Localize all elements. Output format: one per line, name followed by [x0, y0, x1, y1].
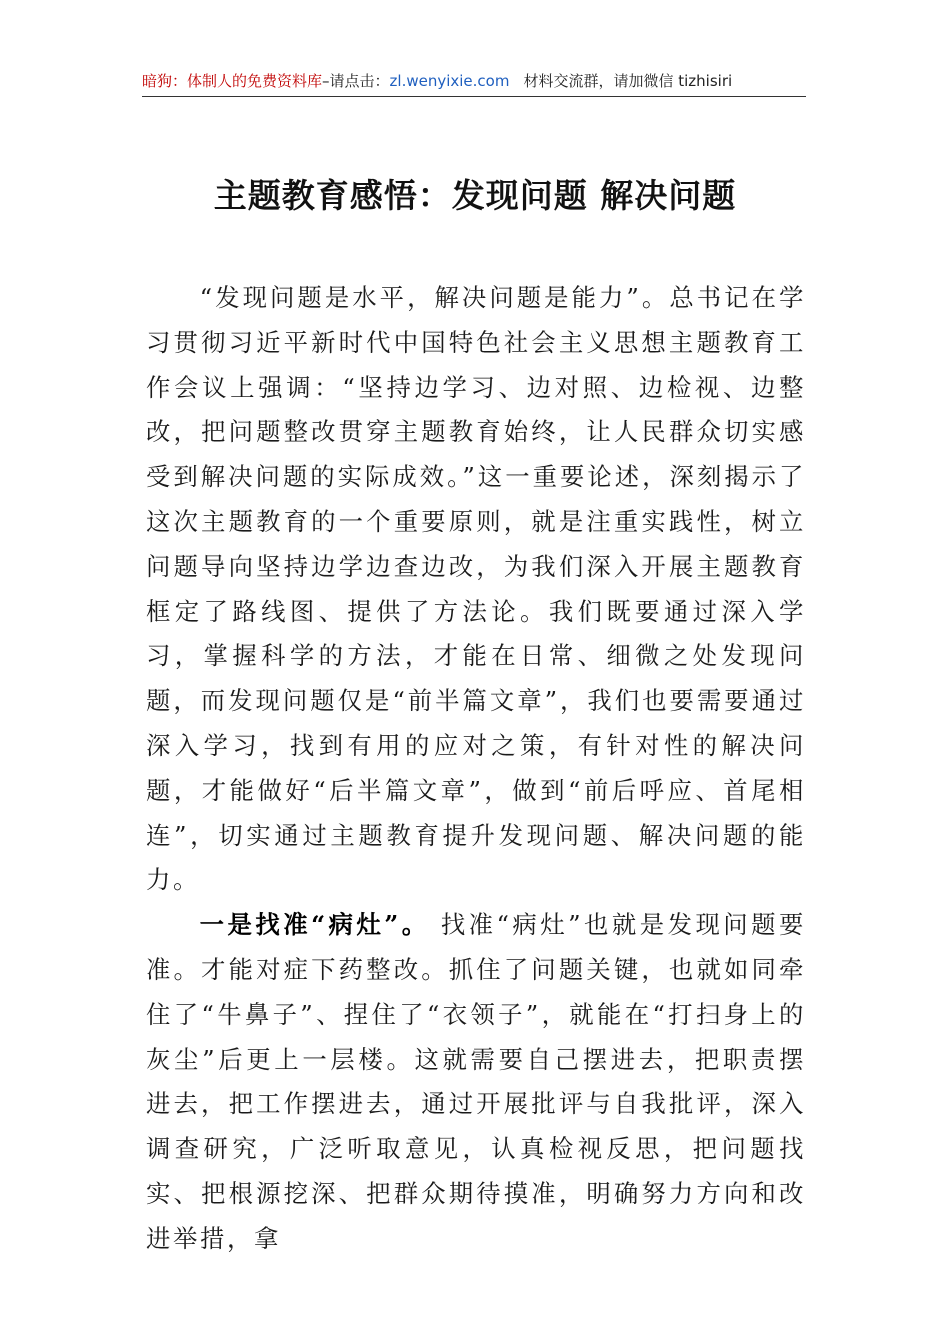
paragraph-text: 找准“病灶”也就是发现问题要准。才能对症下药整改。抓住了问题关键，也就如同牵住了“牛鼻子”、捏住了“衣领子”，就能在“打扫身上的灰尘”后更上一层楼。这就需要自己摆进去，把职责摆进去，把工作摆进去，通过开展批评与自我批评，深入调查研究，广泛听取意见，认真检视反思，把问题找实、把根源挖深、把群众期待摸准，明确努力方向和改进举措，拿: [146, 910, 806, 1253]
document-body: [146, 276, 806, 1262]
document-title: 主题教育感悟：发现问题 解决问题: [213, 176, 737, 215]
header-contact: 材料交流群，请加微信 tizhisiri: [523, 72, 733, 90]
paragraph-text: “发现问题是水平，解决问题是能力”。总书记在学习贯彻习近平新时代中国特色社会主义思想主题教育工作会议上强调：“坚持边学习、边对照、边检视、边整改，把问题整改贯穿主题教育始终，让人民群众切实感受到解决问题的实际成效。”这一重要论述，深刻揭示了这次主题教育的一个重要原则，就是注重实践性，树立问题导向坚持边学边查边改，为我们深入开展主题教育框定了路线图、提供了方法论。我们既要通过深入学习，掌握科学的方法，才能在日常、细微之处发现问题，而发现问题仅是“前半篇文章”，我们也要需要通过深入学习，找到有用的应对之策，有针对性的解决问题，才能做好“后半篇文章”，做到“前后呼应、首尾相连”，切实通过主题教育提升发现问题、解决问题的能力。: [146, 283, 806, 895]
document-header: [142, 68, 806, 97]
header-click-prompt: –请点击：: [322, 72, 390, 90]
paragraph-intro: [146, 276, 806, 903]
paragraph-lead: 一是找准“病灶”。: [199, 910, 430, 940]
header-site-name: 暗狗：体制人的免费资料库: [142, 72, 323, 90]
header-url-link[interactable]: zl.wenyixie.com: [389, 72, 510, 90]
paragraph-point-one: [146, 903, 806, 1261]
